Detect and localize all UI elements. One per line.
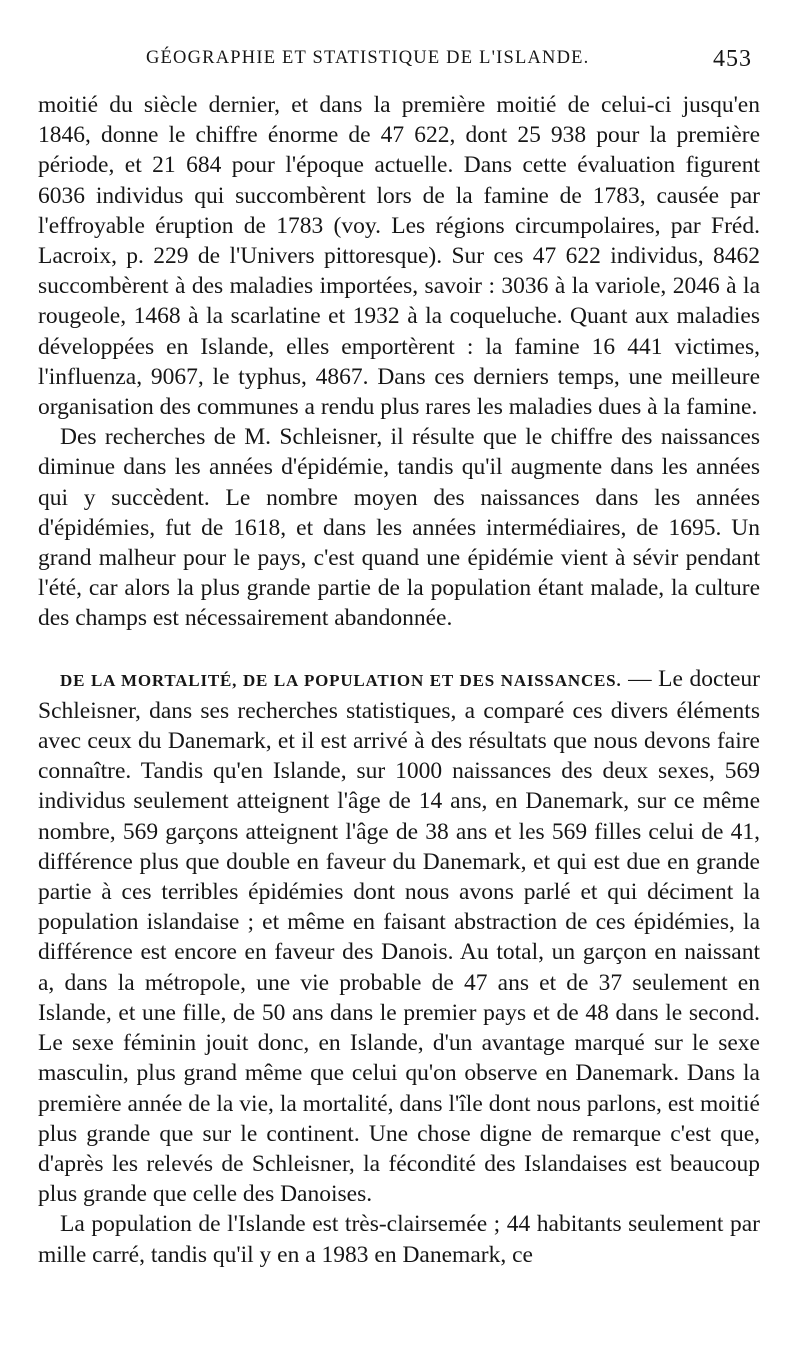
running-title: GÉOGRAPHIE ET STATISTIQUE DE L'ISLANDE. <box>146 48 590 68</box>
running-head <box>38 38 760 78</box>
page-number: 453 <box>713 46 752 72</box>
body-text <box>38 90 760 1270</box>
paragraph-births-epidemics: Des recherches de M. Schleisner, il résulte que le chiffre des naissances diminue dans les années d'épidémie, tandis qu'il augmente dans les années qui y succèdent. Le nombre moyen des naissances dans les années d'épidémies, fut de 1618, et dans les années intermédiaires, de 1695. Un grand malheur pour le pays, c'est quand une épidémie vient à sévir pendant l'été, car alors la plus grande partie de la population étant malade, la culture des champs est nécessairement abandonnée. <box>38 424 760 632</box>
paragraph-mortality-section <box>38 664 760 1210</box>
section-text: — Le docteur Schleisner, dans ses recherches statistiques, a comparé ces divers éléments avec ceux du Danemark, et il est arrivé à des résultats que nous devons faire connaître. Tandis qu'en Islande, sur 1000 naissances des deux sexes, 569 individus seulement atteignent l'âge de 14 ans, en Danemark, sur ce même nombre, 569 garçons atteignent l'âge de 38 ans et les 569 filles celui de 41, différence plus que double en faveur du Danemark, et qui est due en grande partie à ces terribles épidémies dont nous avons parlé et qui déciment la population islandaise ; et même en faisant abstraction de ces épidémies, la différence est encore en faveur des Danois. Au total, un garçon en naissant a, dans la métropole, une vie probable de 47 ans et de 37 seulement en Islande, et une fille, de 50 ans dans le premier pays et de 48 dans le second. Le sexe féminin jouit donc, en Islande, d'un avantage marqué sur le sexe masculin, plus grand même que celui qu'on observe en Danemark. Dans la première année de la vie, la mortalité, dans l'île dont nous parlons, est moitié plus grande que sur le continent. Une chose digne de remarque c'est que, d'après les relevés de Schleisner, la fécondité des Islandaises est beaucoup plus grande que celle des Danoises. <box>38 665 761 1208</box>
paragraph-mortality-causes: moitié du siècle dernier, et dans la première moitié de celui-ci jusqu'en 1846, donne le chiffre énorme de 47 622, dont 25 938 pour la première période, et 21 684 pour l'époque actuelle. Dans cette évaluation figurent 6036 individus qui succombèrent lors de la famine de 1783, causée par l'effroyable éruption de 1783 (voy. Les régions circumpolaires, par Fréd. Lacroix, p. 229 de l'Univers pittoresque). Sur ces 47 622 individus, 8462 succombèrent à des maladies importées, savoir : 3036 à la variole, 2046 à la rougeole, 1468 à la scarlatine et 1932 à la coqueluche. Quant aux maladies développées en Islande, elles emportèrent : la famine 16 441 victimes, l'influenza, 9067, le typhus, 4867. Dans ces derniers temps, une meilleure organisation des communes a rendu plus rares les maladies dues à la famine. <box>38 92 760 421</box>
book-page <box>38 38 760 1270</box>
section-heading: DE LA MORTALITÉ, DE LA POPULATION ET DES NAISSANCES. <box>60 670 622 690</box>
paragraph-population-density: La population de l'Islande est très-clairsemée ; 44 habitants seulement par mille carré, tandis qu'il y en a 1983 en Danemark, ce <box>38 1211 760 1268</box>
